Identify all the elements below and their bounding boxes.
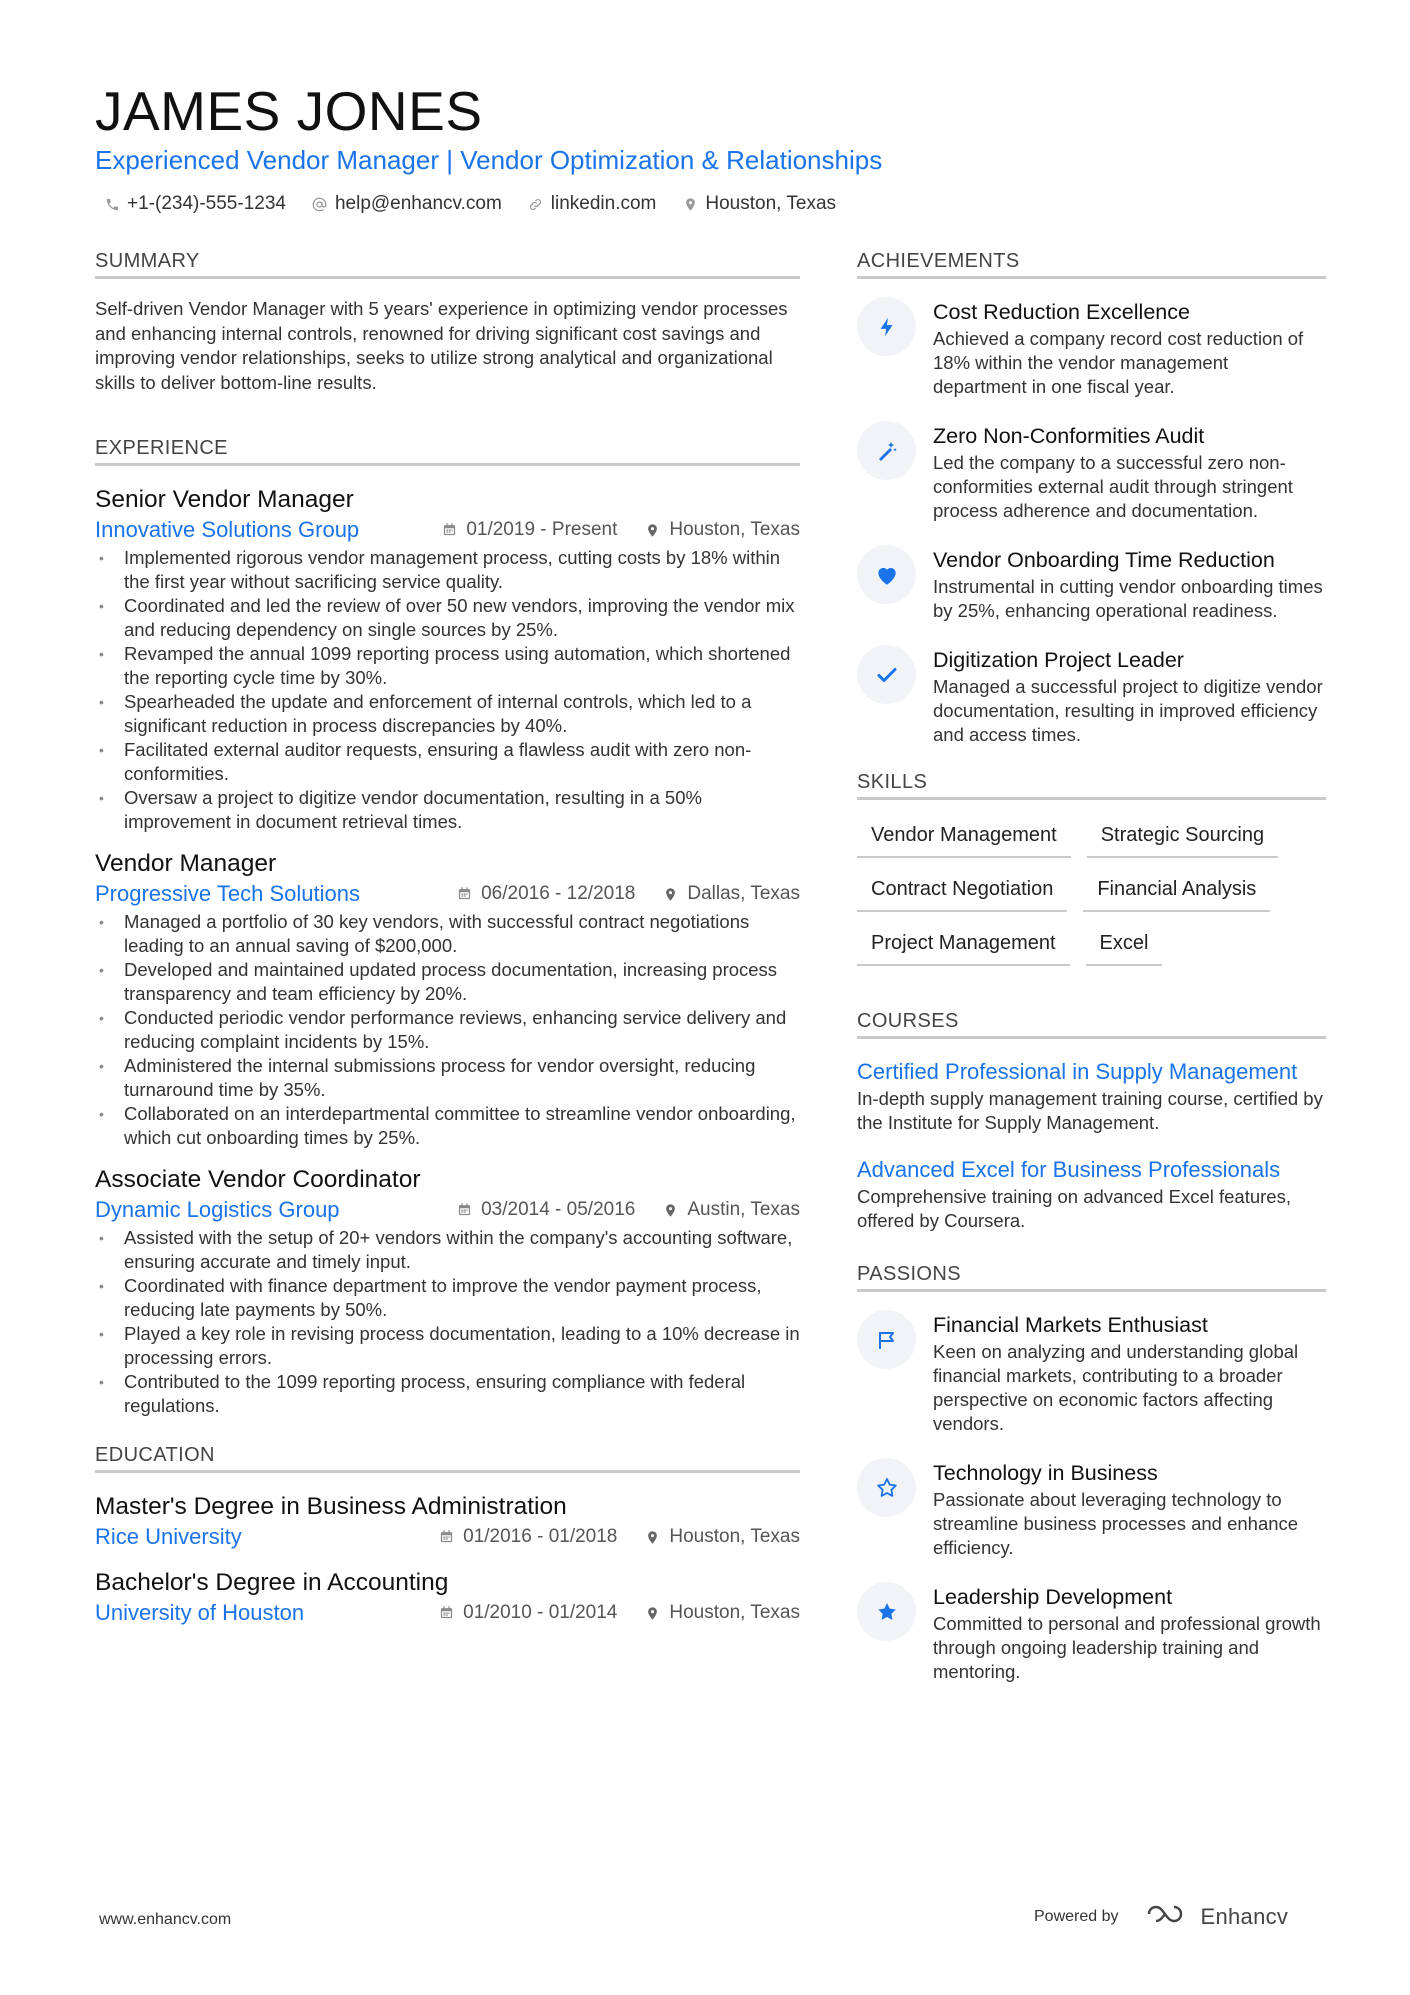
location-pin-icon <box>645 1605 661 1621</box>
degree-title: Master's Degree in Business Administration <box>95 1493 567 1520</box>
course-title: Advanced Excel for Business Professionals <box>857 1157 1281 1182</box>
education-entry <box>95 1567 800 1627</box>
candidate-headline: Experienced Vendor Manager | Vendor Optimization & Relationships <box>95 145 883 175</box>
calendar-icon <box>457 886 473 902</box>
calendar-icon <box>442 522 458 538</box>
item-title: Financial Markets Enthusiast <box>933 1313 1208 1337</box>
education-entry <box>95 1491 800 1551</box>
date-text: 01/2010 - 01/2014 <box>463 1602 618 1623</box>
item-title: Vendor Onboarding Time Reduction <box>933 548 1275 572</box>
item-title: Digitization Project Leader <box>933 648 1184 672</box>
achievements-item <box>857 645 1326 747</box>
skill-tag: Financial Analysis <box>1083 872 1270 912</box>
enhancv-logo-icon <box>1145 1902 1191 1932</box>
course-entry <box>857 1057 1326 1135</box>
item-title: Zero Non-Conformities Audit <box>933 424 1205 448</box>
achievements-item <box>857 545 1326 623</box>
phone-icon <box>104 196 120 212</box>
job-location <box>663 880 800 908</box>
bullet-item: • Collaborated on an interdepartmental committee to streamline vendor onboarding, which cut onboarding times by 25%. <box>95 1102 800 1150</box>
checkmark-icon <box>857 645 916 704</box>
date-range <box>457 880 635 908</box>
bullet-item: • Administered the internal submissions process for vendor oversight, reducing turnaround time by 35%. <box>95 1054 800 1102</box>
item-body <box>933 421 1326 523</box>
bullet-item: • Coordinated and led the review of over 50 new vendors, improving the vendor mix and reducing dependency on single sources by 25%. <box>95 594 800 642</box>
skill-tag: Vendor Management <box>857 818 1071 858</box>
company-name: Progressive Tech Solutions <box>95 881 360 906</box>
location-pin-icon <box>663 1202 679 1218</box>
passions-item <box>857 1310 1326 1436</box>
experience-heading: EXPERIENCE <box>95 437 800 466</box>
job-location <box>645 1599 800 1627</box>
achievements-heading: ACHIEVEMENTS <box>857 250 1326 279</box>
contact-phone <box>104 193 286 215</box>
location-text: Houston, Texas <box>669 1602 800 1623</box>
location-pin-icon <box>663 886 679 902</box>
job-bullets <box>95 1226 800 1418</box>
skills-heading: SKILLS <box>857 771 1326 800</box>
bullet-item: • Contributed to the 1099 reporting process, ensuring compliance with federal regulations. <box>95 1370 800 1418</box>
location-text: Houston, Texas <box>705 193 837 214</box>
item-body <box>933 1458 1326 1560</box>
date-text: 01/2019 - Present <box>466 519 618 540</box>
passions-item <box>857 1458 1326 1560</box>
job-meta <box>95 1196 800 1224</box>
job-title: Vendor Manager <box>95 850 277 877</box>
date-text: 06/2016 - 12/2018 <box>481 883 636 904</box>
bullet-item: • Spearheaded the update and enforcement of internal controls, which led to a significant reduction in process discrepancies by 40%. <box>95 690 800 738</box>
footer-website[interactable]: www.enhancv.com <box>99 1911 232 1928</box>
passions-item <box>857 1582 1326 1684</box>
courses-section <box>857 1010 1326 1233</box>
at-sign-icon <box>312 196 328 212</box>
item-description: Achieved a company record cost reduction of 18% within the vendor management department in one fiscal year. <box>933 328 1304 397</box>
star-filled-icon <box>857 1582 916 1641</box>
lightning-icon <box>857 297 916 356</box>
brand-name: Enhancv <box>1200 1904 1289 1929</box>
item-title: Leadership Development <box>933 1585 1173 1609</box>
meta-right <box>457 880 800 908</box>
job-meta <box>95 880 800 908</box>
item-body <box>933 297 1326 399</box>
education-list <box>95 1491 800 1627</box>
job-entry <box>95 484 800 834</box>
calendar-icon <box>439 1529 455 1545</box>
school-name: University of Houston <box>95 1600 305 1625</box>
job-meta <box>95 516 800 544</box>
bullet-item: • Oversaw a project to digitize vendor documentation, resulting in a 50% improvement in document retrieval times. <box>95 786 800 834</box>
passions-section <box>857 1263 1326 1684</box>
skill-tag: Strategic Sourcing <box>1087 818 1278 858</box>
achievements-item <box>857 421 1326 523</box>
email-text: help@enhancv.com <box>334 193 502 214</box>
course-entry <box>857 1155 1326 1233</box>
heart-icon <box>857 545 916 604</box>
skill-list <box>857 818 1326 966</box>
powered-by-label: Powered by <box>1034 1908 1119 1925</box>
achievement-list <box>857 297 1326 747</box>
job-location <box>663 1196 800 1224</box>
contact-row <box>104 193 836 215</box>
item-title: Cost Reduction Excellence <box>933 300 1190 324</box>
skill-tag: Project Management <box>857 926 1070 966</box>
bullet-item: • Implemented rigorous vendor management process, cutting costs by 18% within the first year without sacrificing service quality. <box>95 546 800 594</box>
item-description: Committed to personal and professional growth through ongoing leadership training and mentoring. <box>933 1613 1321 1682</box>
company-name: Innovative Solutions Group <box>95 517 360 542</box>
linkedin-text: linkedin.com <box>550 193 657 214</box>
item-description: Passionate about leveraging technology to streamline business processes and enhance efficiency. <box>933 1489 1299 1558</box>
calendar-icon <box>457 1202 473 1218</box>
item-body <box>933 1582 1326 1684</box>
bullet-item: • Managed a portfolio of 30 key vendors, with successful contract negotiations leading to an annual saving of $200,000. <box>95 910 800 958</box>
education-heading: EDUCATION <box>95 1444 800 1473</box>
item-description: Instrumental in cutting vendor onboarding times by 25%, enhancing operational readiness. <box>933 576 1323 621</box>
job-list <box>95 484 800 1418</box>
school-name: Rice University <box>95 1524 242 1549</box>
bullet-item: • Coordinated with finance department to improve the vendor payment process, reducing late payments by 50%. <box>95 1274 800 1322</box>
date-range <box>439 1523 617 1551</box>
location-pin-icon <box>645 1529 661 1545</box>
item-title: Technology in Business <box>933 1461 1158 1485</box>
location-text: Austin, Texas <box>687 1199 800 1220</box>
education-meta <box>95 1523 800 1551</box>
meta-right <box>439 1523 800 1551</box>
bullet-item: • Conducted periodic vendor performance reviews, enhancing service delivery and reducing complaint incidents by 15%. <box>95 1006 800 1054</box>
bullet-item: • Assisted with the setup of 20+ vendors within the company's accounting software, ensuring accurate and timely input. <box>95 1226 800 1274</box>
courses-heading: COURSES <box>857 1010 1326 1039</box>
date-range <box>439 1599 617 1627</box>
skills-section <box>857 771 1326 966</box>
left-column <box>95 250 800 1643</box>
item-body <box>933 1310 1326 1436</box>
skill-tag: Excel <box>1086 926 1163 966</box>
bullet-item: • Developed and maintained updated process documentation, increasing process transparency and team efficiency by 20%. <box>95 958 800 1006</box>
summary-heading: SUMMARY <box>95 250 800 279</box>
flag-icon <box>857 1310 916 1369</box>
meta-right <box>457 1196 800 1224</box>
job-location <box>645 516 800 544</box>
education-meta <box>95 1599 800 1627</box>
course-list <box>857 1057 1326 1233</box>
meta-right <box>439 1599 800 1627</box>
date-range <box>457 1196 635 1224</box>
location-text: Houston, Texas <box>669 519 800 540</box>
course-title: Certified Professional in Supply Management <box>857 1059 1298 1084</box>
location-pin-icon <box>645 522 661 538</box>
contact-location <box>682 193 836 215</box>
location-text: Houston, Texas <box>669 1526 800 1547</box>
link-icon <box>528 196 544 212</box>
course-description: In-depth supply management training course, certified by the Institute for Supply Management. <box>857 1088 1323 1133</box>
contact-email[interactable] <box>312 193 502 215</box>
bullet-item: • Revamped the annual 1099 reporting process using automation, which shortened the reporting cycle time by 30%. <box>95 642 800 690</box>
skill-tag: Contract Negotiation <box>857 872 1067 912</box>
education-section <box>95 1444 800 1627</box>
job-entry <box>95 848 800 1150</box>
job-entry <box>95 1164 800 1418</box>
summary-section <box>95 250 800 395</box>
meta-right <box>442 516 800 544</box>
course-description: Comprehensive training on advanced Excel features, offered by Coursera. <box>857 1186 1291 1231</box>
item-description: Led the company to a successful zero non-conformities external audit through stringent process adherence and documentation. <box>933 452 1293 521</box>
achievements-item <box>857 297 1326 399</box>
job-bullets <box>95 910 800 1150</box>
phone-text: +1-(234)-555-1234 <box>127 193 286 214</box>
date-text: 01/2016 - 01/2018 <box>463 1526 618 1547</box>
job-title: Associate Vendor Coordinator <box>95 1166 421 1193</box>
magic-wand-icon <box>857 421 916 480</box>
company-name: Dynamic Logistics Group <box>95 1197 340 1222</box>
passion-list <box>857 1310 1326 1684</box>
bullet-item: • Facilitated external auditor requests, ensuring a flawless audit with zero non-conformities. <box>95 738 800 786</box>
footer-powered <box>1034 1902 1288 1932</box>
passions-heading: PASSIONS <box>857 1263 1326 1292</box>
item-body <box>933 545 1326 623</box>
date-text: 03/2014 - 05/2016 <box>481 1199 636 1220</box>
degree-title: Bachelor's Degree in Accounting <box>95 1569 449 1596</box>
bullet-item: • Played a key role in revising process documentation, leading to a 10% decrease in processing errors. <box>95 1322 800 1370</box>
right-column <box>857 250 1326 1706</box>
enhancv-brand[interactable] <box>1145 1902 1289 1932</box>
item-description: Keen on analyzing and understanding global financial markets, contributing to a broader perspective on economic factors affecting vendors. <box>933 1341 1299 1434</box>
job-bullets <box>95 546 800 834</box>
job-location <box>645 1523 800 1551</box>
experience-section <box>95 437 800 1418</box>
achievements-section <box>857 250 1326 747</box>
location-text: Dallas, Texas <box>687 883 800 904</box>
candidate-name: JAMES JONES <box>95 80 483 142</box>
job-title: Senior Vendor Manager <box>95 486 354 513</box>
contact-linkedin[interactable] <box>528 193 657 215</box>
summary-text: Self-driven Vendor Manager with 5 years' experience in optimizing vendor processes and enhancing internal controls, renowned for driving significant cost savings and improving vendor relationships, seeks to utilize strong analytical and organizational skills to deliver bottom-line results. <box>95 298 788 393</box>
item-description: Managed a successful project to digitize vendor documentation, resulting in improved efficiency and access times. <box>933 676 1323 745</box>
date-range <box>442 516 617 544</box>
calendar-icon <box>439 1605 455 1621</box>
item-body <box>933 645 1326 747</box>
star-outline-icon <box>857 1458 916 1517</box>
location-pin-icon <box>682 196 698 212</box>
